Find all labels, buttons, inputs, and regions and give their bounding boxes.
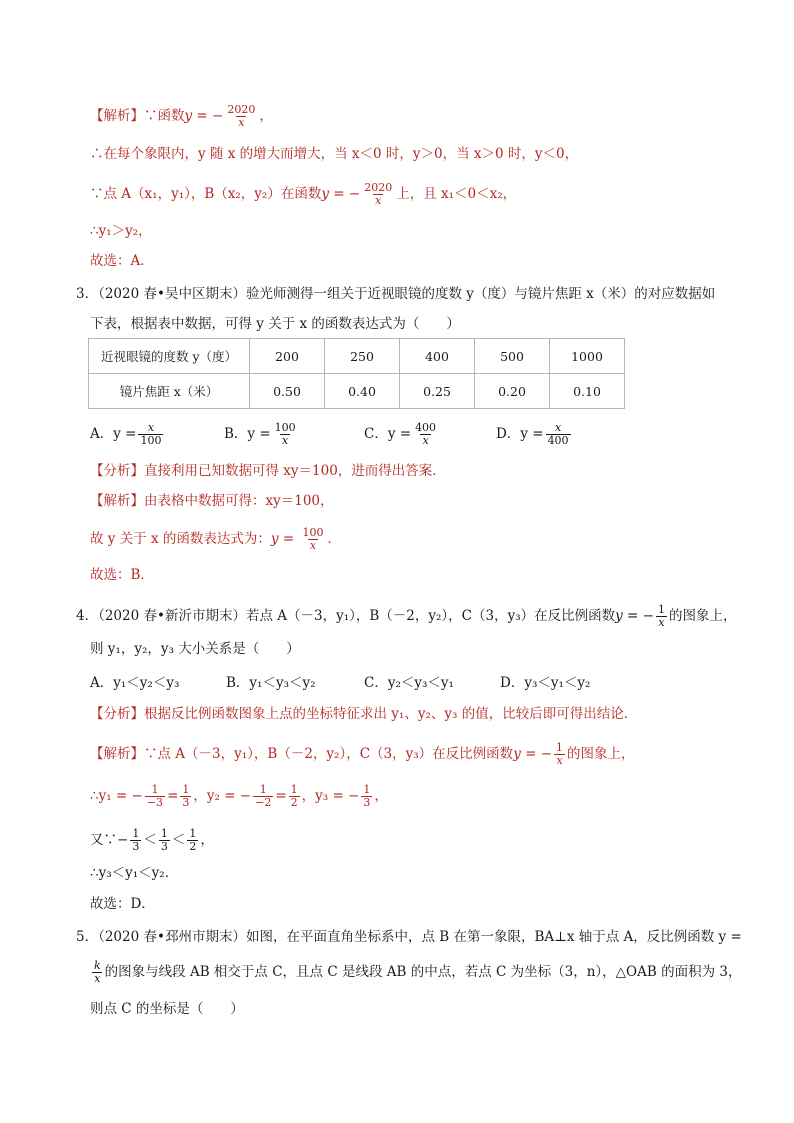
- q4-solution-line1: 【解析】∵点 A（－3，y₁），B（－2，y₂），C（3，y₃）在反比例函数y = − $\frac{1}{x}$ 的图象上，: [90, 741, 635, 767]
- table-cell: 250: [325, 339, 400, 374]
- q3-option-a: A．y = $\frac{x}{100}$: [90, 421, 162, 447]
- q3-answer: 故选：B．: [90, 567, 154, 583]
- table-cell: 0.40: [325, 374, 400, 409]
- q4-option-b: B．y₁＜y₃＜y₂: [226, 675, 316, 691]
- table-cell: 0.20: [475, 374, 550, 409]
- fraction: $\frac{1}{-3}$: [146, 783, 164, 809]
- q5-stem-line3: 则点 C 的坐标是（ ）: [90, 1001, 244, 1017]
- q3-stem-line1: 3．（2020 春•吴中区期末）验光师测得一组关于近视眼镜的度数 y（度）与镜片焦距 x（米）的对应数据如: [76, 286, 716, 302]
- fraction: $\frac{k}{x}$: [94, 959, 101, 985]
- prev-solution-line3: ∵点 A（x₁，y₁），B（x₂，y₂）在函数y = − $\frac{2020}{x}$ 上，且 x₁＜0＜x₂，: [90, 181, 517, 207]
- q4-answer: 故选：D．: [90, 896, 155, 912]
- table-cell: 1000: [550, 339, 625, 374]
- fraction: $\frac{1}{3}$: [132, 827, 140, 853]
- q3-option-d: D．y = $\frac{x}{400}$: [496, 421, 569, 447]
- table-cell: 400: [400, 339, 475, 374]
- q4-option-c: C．y₂＜y₃＜y₁: [364, 675, 454, 691]
- q3-expression: 故 y 关于 x 的函数表达式为：y = $\frac{100}{x}$ ．: [90, 526, 341, 552]
- prev-solution-line1: 【解析】∵函数y = − $\frac{2020}{x}$ ，: [90, 103, 273, 129]
- fraction: $\frac{2020}{x}$: [227, 103, 256, 129]
- fraction: $\frac{1}{x}$: [556, 741, 564, 767]
- q4-inequality: 又∵− $\frac{1}{3}$ ＜ $\frac{1}{3}$ ＜ $\frac{1}{2}$ ，: [90, 827, 214, 853]
- q3-option-b: B．y = $\frac{100}{x}$: [224, 421, 296, 447]
- q5-stem-line2: $\frac{k}{x}$ 的图象与线段 AB 相交于点 C，且点 C 是线段 AB 的中点，若点 C 为坐标（3，n），△OAB 的面积为 3，: [94, 959, 742, 985]
- fraction: $\frac{1}{-2}$: [255, 783, 272, 809]
- fraction: $\frac{100}{x}$: [302, 526, 324, 552]
- q4-option-a: A．y₁＜y₂＜y₃: [90, 675, 180, 691]
- table-cell: 0.25: [400, 374, 475, 409]
- q3-option-c: C．y = $\frac{400}{x}$: [364, 421, 437, 447]
- fraction: $\frac{1}{3}$: [182, 783, 190, 809]
- table-row: [89, 374, 625, 409]
- fraction: $\frac{x}{400}$: [547, 421, 569, 447]
- fraction: $\frac{1}{2}$: [290, 783, 298, 809]
- table-cell: 200: [250, 339, 325, 374]
- prev-solution-line4: ∴y₁＞y₂，: [90, 223, 152, 239]
- table-header-cell: 近视眼镜的度数 y（度）: [89, 339, 250, 374]
- table-cell: 0.50: [250, 374, 325, 409]
- q3-stem-line2: 下表，根据表中数据，可得 y 关于 x 的函数表达式为（ ）: [90, 316, 460, 332]
- table-cell: 500: [475, 339, 550, 374]
- q4-stem-line1: 4．（2020 春•新沂市期末）若点 A（－3，y₁），B（－2，y₂），C（3，y₃）在反比例函数y = − $\frac{1}{x}$ 的图象上，: [76, 603, 737, 629]
- q4-analysis: 【分析】根据反比例函数图象上点的坐标特征求出 y₁、y₂、y₃ 的值，比较后即可得出结论．: [90, 706, 638, 722]
- jiexi-tag: 【解析】: [90, 108, 144, 124]
- fraction: $\frac{400}{x}$: [415, 421, 437, 447]
- fraction: $\frac{1}{3}$: [363, 783, 371, 809]
- table-cell: 0.10: [550, 374, 625, 409]
- q4-calc: ∴y₁ = − $\frac{1}{-3}$ = $\frac{1}{3}$ ，y₂ = − $\frac{1}{-2}$ = $\frac{1}{2}$ ，y₃ = − $\frac{1}{3}$ ，: [90, 783, 388, 809]
- q4-stem-line2: 则 y₁，y₂，y₃ 大小关系是（ ）: [90, 641, 300, 657]
- q4-option-d: D．y₃＜y₁＜y₂: [500, 675, 591, 691]
- fraction: $\frac{1}{3}$: [160, 827, 168, 853]
- q4-conclusion: ∴y₃＜y₁＜y₂．: [90, 865, 179, 881]
- prev-solution-line2: ∴在每个象限内，y 随 x 的增大而增大，当 x＜0 时，y＞0，当 x＞0 时，y＜0，: [90, 146, 579, 162]
- prev-answer: 故选：A．: [90, 253, 154, 269]
- q3-analysis: 【分析】直接利用已知数据可得 xy＝100，进而得出答案．: [90, 463, 446, 479]
- table-row: [89, 339, 625, 374]
- fraction: $\frac{1}{2}$: [189, 827, 197, 853]
- q5-stem-line1: 5．（2020 春•邳州市期末）如图，在平面直角坐标系中，点 B 在第一象限，BA⊥x 轴于点 A，反比例函数 y =: [76, 929, 742, 945]
- q3-solution: 【解析】由表格中数据可得：xy＝100，: [90, 493, 334, 509]
- fraction: $\frac{100}{x}$: [274, 421, 296, 447]
- fraction: $\frac{x}{100}$: [140, 421, 162, 447]
- fraction: $\frac{2020}{x}$: [364, 181, 393, 207]
- table-header-cell: 镜片焦距 x（米）: [89, 374, 250, 409]
- q3-data-table: [88, 338, 625, 409]
- fraction: $\frac{1}{x}$: [657, 603, 665, 629]
